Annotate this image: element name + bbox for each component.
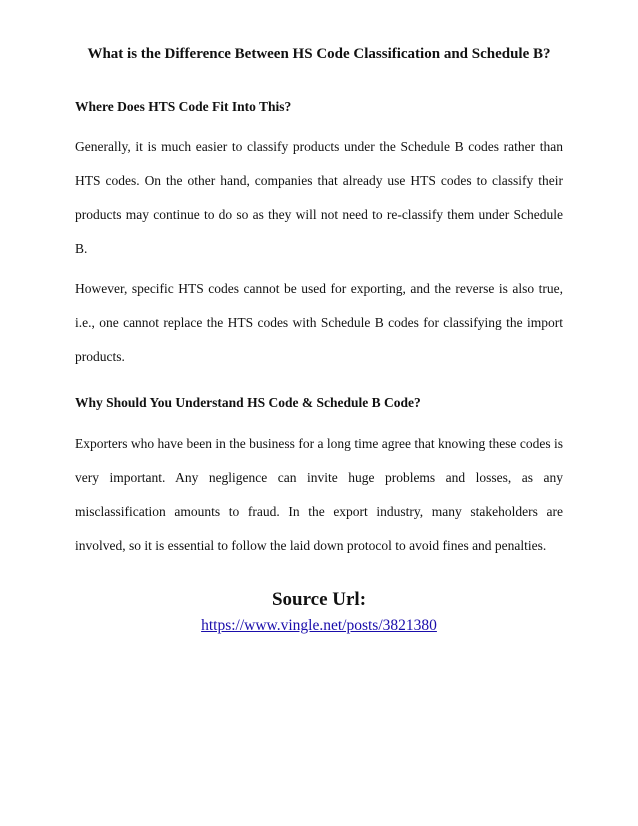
source-url-link[interactable]: https://www.vingle.net/posts/3821380 <box>201 617 437 634</box>
section-heading-why-understand: Why Should You Understand HS Code & Schedule B Code? <box>75 395 421 410</box>
document-title: What is the Difference Between HS Code Classification and Schedule B? <box>87 46 551 62</box>
source-label: Source Url: <box>271 589 367 610</box>
paragraph-why-understand-1: Exporters who have been in the business for a long time agree that knowing these codes is very important. Any negligence can invite huge problems and losses, as any misclassification amounts to fraud. In the export industry, many stakeholders are involved, so it is essential to follow the laid down protocol to avoid fines and penalties. <box>75 436 563 553</box>
section-heading-hts-fit: Where Does HTS Code Fit Into This? <box>75 99 292 114</box>
paragraph-hts-fit-2: However, specific HTS codes cannot be used for exporting, and the reverse is also true, i.e., one cannot replace the HTS codes with Schedule B codes for classifying the import products. <box>75 281 563 364</box>
paragraph-hts-fit-1: Generally, it is much easier to classify products under the Schedule B codes rather than HTS codes. On the other hand, companies that already use HTS codes to classify their products may continue to do so as they will not need to re-classify them under Schedule B. <box>75 139 563 256</box>
